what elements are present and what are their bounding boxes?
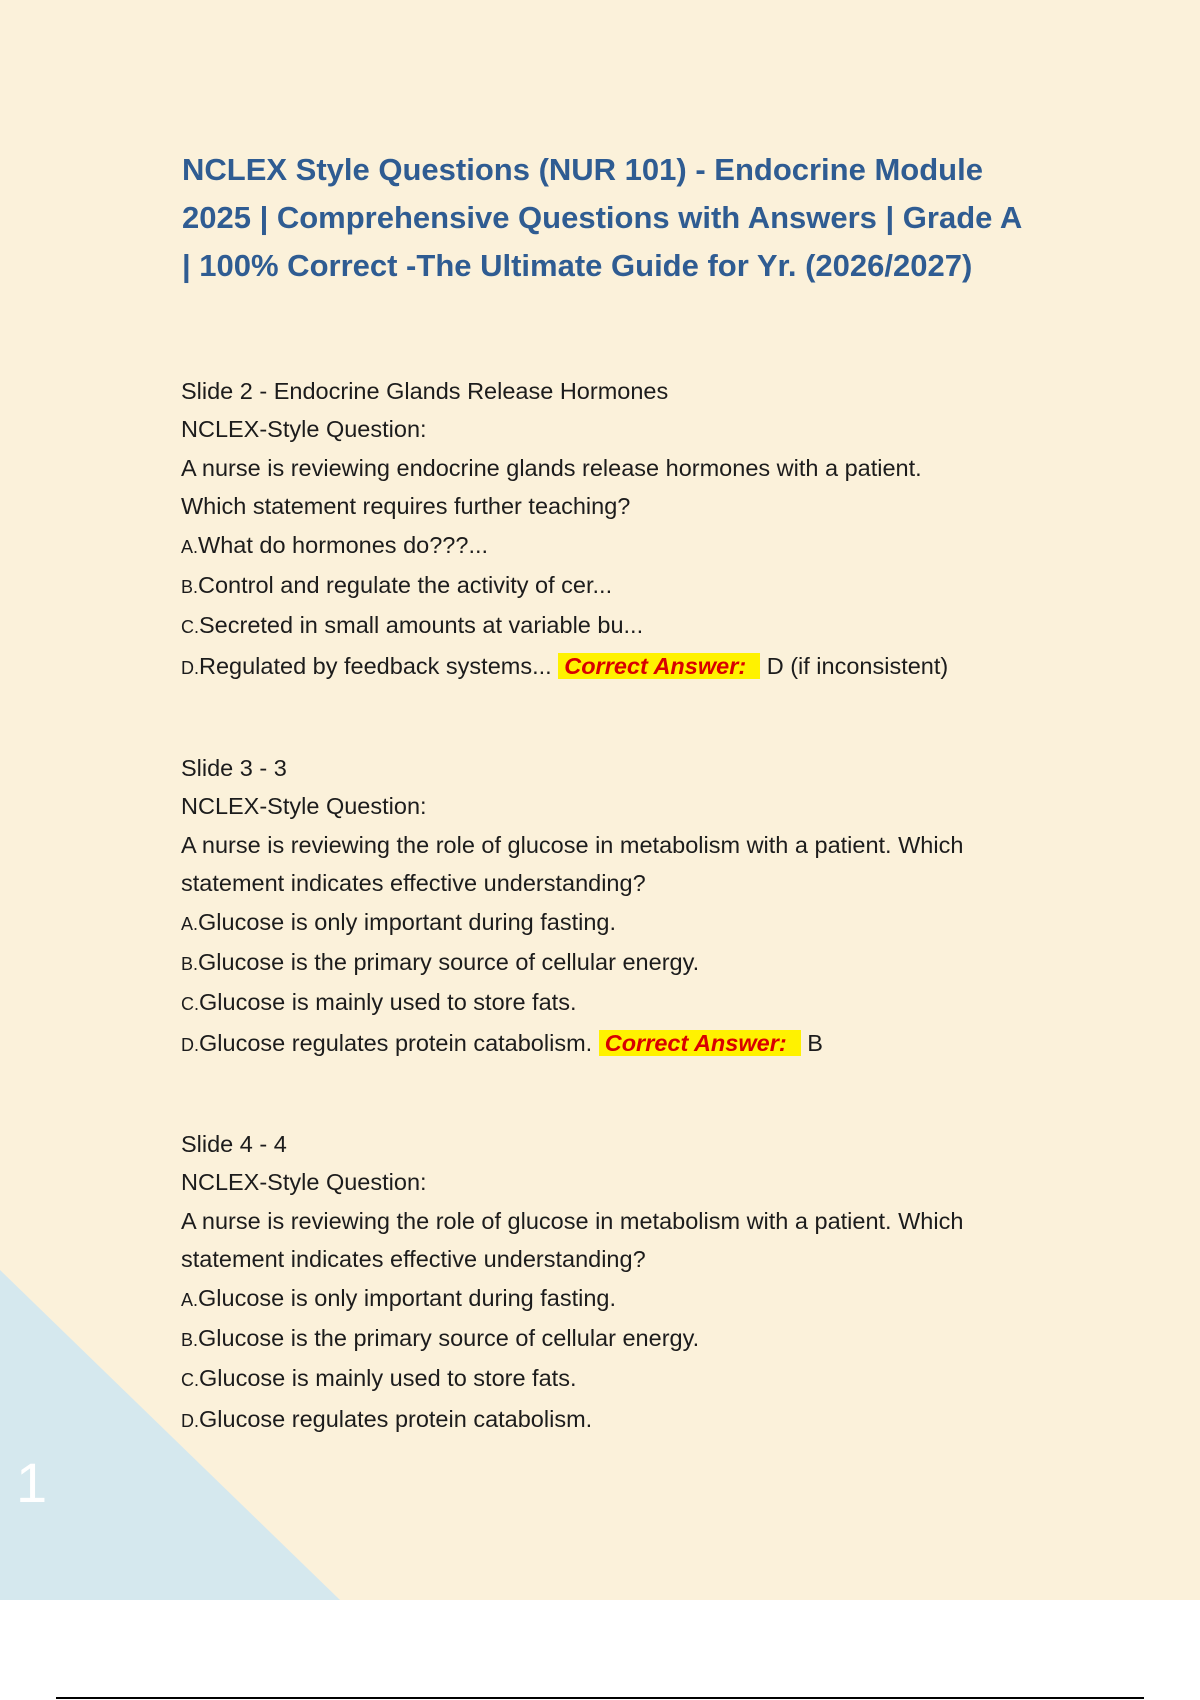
option-letter: A. (181, 536, 199, 557)
question-text: A nurse is reviewing endocrine glands release hormones with a patient. (181, 454, 922, 481)
option-letter: B. (181, 954, 199, 975)
correct-answer-label: Correct Answer: (599, 1030, 801, 1056)
question-text: statement indicates effective understanding? (181, 1246, 646, 1273)
question-section-slide-2 (181, 372, 1081, 687)
option-letter: B. (181, 1330, 199, 1351)
option-text: Glucose regulates protein catabolism. (199, 1405, 593, 1432)
option-text: Regulated by feedback systems... (199, 652, 559, 679)
option-letter: A. (181, 913, 199, 934)
correct-answer-value: D (if inconsistent) (766, 652, 949, 679)
question-section-slide-4 (181, 1125, 1081, 1440)
option-text: What do hormones do???... (198, 531, 489, 558)
option-text: Glucose is the primary source of cellular energy. (198, 1325, 700, 1352)
option-letter: D. (181, 1410, 199, 1431)
page-number: 1 (16, 1451, 48, 1514)
question-label: NCLEX-Style Question: (181, 416, 427, 443)
option-a (181, 903, 1081, 943)
option-letter: B. (181, 577, 199, 598)
slide-heading: Slide 2 - Endocrine Glands Release Hormones (181, 378, 669, 404)
option-a (181, 1279, 1081, 1319)
option-letter: D. (181, 1034, 199, 1055)
question-section-slide-3 (181, 749, 1081, 1064)
question-text: A nurse is reviewing the role of glucose in metabolism with a patient. Which (181, 831, 964, 858)
question-label: NCLEX-Style Question: (181, 793, 427, 820)
option-letter: C. (181, 994, 199, 1015)
option-a (181, 526, 1081, 566)
option-letter: A. (181, 1289, 199, 1310)
option-text: Glucose is only important during fasting. (198, 908, 617, 935)
slide-heading: Slide 3 - 3 (181, 755, 287, 781)
option-d (181, 1024, 1081, 1064)
option-text: Secreted in small amounts at variable bu... (199, 612, 644, 639)
document-title (182, 146, 1082, 290)
option-d (181, 1400, 1081, 1440)
option-c (181, 983, 1081, 1023)
option-text: Glucose is mainly used to store fats. (199, 1365, 577, 1392)
option-text: Glucose regulates protein catabolism. (199, 1029, 599, 1056)
question-text: statement indicates effective understanding? (181, 870, 646, 897)
title-line: | 100% Correct -The Ultimate Guide for Yr. (2026/2027) (182, 248, 973, 283)
option-d (181, 647, 1081, 687)
correct-answer-value: B (807, 1029, 823, 1056)
slide-heading: Slide 4 - 4 (181, 1131, 287, 1157)
option-letter: D. (181, 657, 199, 678)
option-letter: C. (181, 1370, 199, 1391)
option-text: Control and regulate the activity of cer... (198, 572, 613, 599)
title-line: 2025 | Comprehensive Questions with Answers | Grade A (182, 200, 1023, 235)
question-text: Which statement requires further teaching? (181, 493, 631, 520)
option-b (181, 566, 1081, 606)
option-c (181, 1359, 1081, 1399)
option-text: Glucose is mainly used to store fats. (199, 989, 577, 1016)
question-label: NCLEX-Style Question: (181, 1169, 427, 1196)
question-text: A nurse is reviewing the role of glucose in metabolism with a patient. Which (181, 1207, 964, 1234)
option-letter: C. (181, 617, 199, 638)
option-text: Glucose is the primary source of cellular energy. (198, 949, 700, 976)
title-line: NCLEX Style Questions (NUR 101) - Endocrine Module (182, 152, 983, 187)
option-b (181, 943, 1081, 983)
correct-answer-label: Correct Answer: (558, 653, 760, 679)
footer-rule (56, 1697, 1144, 1699)
option-c (181, 606, 1081, 646)
option-b (181, 1319, 1081, 1359)
option-text: Glucose is only important during fasting. (198, 1284, 617, 1311)
